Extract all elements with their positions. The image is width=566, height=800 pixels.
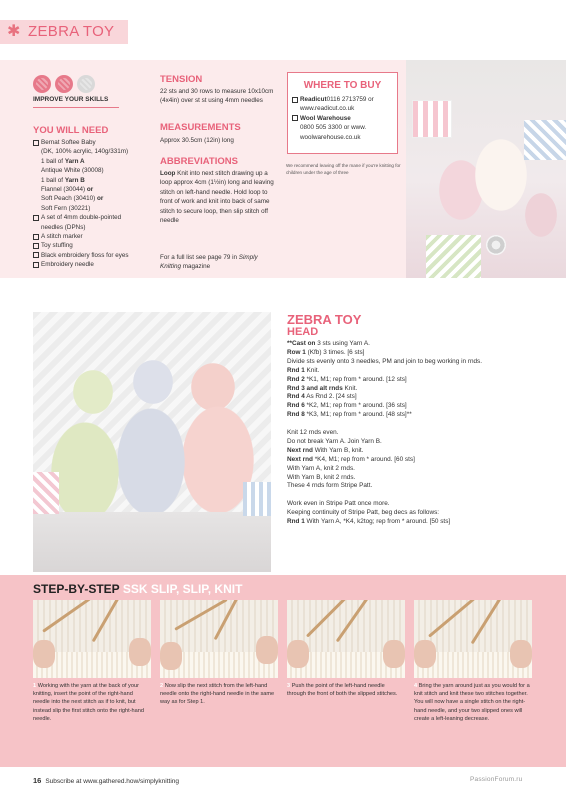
list-item xyxy=(33,157,151,166)
list-item-text: Embroidery needle xyxy=(41,261,94,269)
list-item-bold: or xyxy=(86,186,94,194)
checkbox-icon xyxy=(33,234,39,240)
list-item-text: A stitch marker xyxy=(41,233,83,241)
skill-yarn-ball-icon xyxy=(55,75,73,93)
star-icon: ✱ xyxy=(7,23,21,40)
list-item xyxy=(33,185,151,194)
step-text: Bring the yarn around just as you would for a knit stitch and knit these two stitches together. You will now have a single stitch on the right-hand needle, and your two slipped ones will create a left-leaning decrease. xyxy=(414,683,530,722)
pattern-text: With Yarn B, knit. xyxy=(312,446,364,454)
checkbox-icon xyxy=(33,252,39,258)
pattern-term: **Cast on xyxy=(287,340,316,347)
gift-box xyxy=(243,482,271,516)
spacer xyxy=(287,491,557,500)
step-photo-2 xyxy=(160,600,278,678)
gift-box xyxy=(524,120,566,160)
pattern-term: Rnd 1 xyxy=(287,518,305,526)
pattern-term: Next rnd xyxy=(287,446,313,454)
pattern-text: *K1, M1; rep from * around. [12 sts] xyxy=(304,375,407,383)
step-number: 1 xyxy=(33,683,37,689)
step-text: Now slip the next stitch from the left-hand needle onto the right-hand needle in the same way as for Step 1. xyxy=(160,683,275,706)
pattern-line xyxy=(287,447,557,456)
gift-box xyxy=(33,472,59,514)
list-item-text: Toy stuffing xyxy=(41,242,73,250)
list-item-bold: or xyxy=(97,195,104,203)
pattern-line xyxy=(287,456,557,465)
pattern-line xyxy=(287,402,557,411)
footer xyxy=(33,776,179,785)
list-item xyxy=(33,194,151,203)
list-item xyxy=(33,138,151,147)
subscribe-link[interactable]: Subscribe at www.gathered.how/simplyknitting xyxy=(45,778,180,785)
stockist-list xyxy=(292,95,396,142)
where-to-buy-title: WHERE TO BUY xyxy=(303,80,382,91)
you-will-need-title: YOU WILL NEED xyxy=(33,125,109,136)
pattern-line xyxy=(287,474,557,483)
abbr-term: Loop xyxy=(160,170,176,177)
pattern-text: As Rnd 2. [24 sts] xyxy=(304,393,357,401)
full-list-post: magazine xyxy=(181,263,211,271)
page-number: 16 xyxy=(33,776,42,785)
list-item-text: (DK, 100% acrylic, 140g/331m) xyxy=(41,148,129,156)
list-item-bold: Yarn B xyxy=(64,176,85,184)
pattern-text: 3 sts using Yarn A. xyxy=(315,340,370,347)
abbreviations-text xyxy=(160,169,280,225)
pattern-line xyxy=(287,482,557,491)
checkbox-icon xyxy=(33,140,39,146)
step-caption-1 xyxy=(33,682,151,723)
gift-box xyxy=(412,100,452,138)
pattern-text: Work even in Stripe Patt once more. xyxy=(287,500,390,508)
step-caption-2 xyxy=(160,682,278,707)
pattern-title: ZEBRA TOY xyxy=(287,312,362,327)
list-item-text: needles (DPNs) xyxy=(41,223,86,231)
list-item xyxy=(33,241,151,250)
pattern-text: Divide sts evenly onto 3 needles, PM and join to beg working in rnds. xyxy=(287,357,483,365)
skill-level-indicator xyxy=(33,75,123,93)
pattern-line xyxy=(287,340,557,349)
checkbox-icon xyxy=(33,262,39,268)
pattern-text: *K4, M1; rep from * around. [60 sts] xyxy=(312,455,415,463)
sbs-subtitle: SSK SLIP, SLIP, KNIT xyxy=(122,582,243,596)
step-by-step-title xyxy=(33,582,242,596)
pattern-line xyxy=(287,411,557,420)
safety-note: We recommend leaving off the mane if you're knitting for children under the age of three xyxy=(286,163,401,175)
checkbox-icon xyxy=(292,97,298,103)
pattern-text: Knit. xyxy=(342,384,358,392)
step-photo-4 xyxy=(414,600,532,678)
magazine-name: Simply Knitting xyxy=(160,254,258,271)
gift-bow xyxy=(486,235,506,255)
list-item-text: Bernat Softee Baby xyxy=(41,139,96,146)
list-item xyxy=(33,204,151,213)
pattern-text: Knit. xyxy=(304,366,320,374)
pattern-term: Rnd 8 xyxy=(287,411,305,419)
tension-title: TENSION xyxy=(160,74,203,85)
list-item-text: Soft Peach (30410) or xyxy=(41,195,104,203)
skill-label: IMPROVE YOUR SKILLS xyxy=(33,96,109,103)
pattern-term: Rnd 4 xyxy=(287,393,305,401)
step-photo-3 xyxy=(287,600,405,678)
skill-yarn-ball-icon xyxy=(77,75,95,93)
pattern-line xyxy=(287,358,557,367)
stockist-line: www.readicut.co.uk xyxy=(300,105,355,113)
checkbox-icon xyxy=(292,115,298,121)
step-number: 4 xyxy=(414,683,418,689)
step-text: Push the point of the left-hand needle through the front of both the slipped stitches. xyxy=(287,683,398,698)
pattern-text: With Yarn B, knit 2 rnds. xyxy=(287,473,356,481)
checkbox-icon xyxy=(33,215,39,221)
divider xyxy=(33,107,119,108)
pattern-subtitle: HEAD xyxy=(287,326,319,338)
stockist-name xyxy=(300,95,327,104)
full-list-note xyxy=(160,253,280,272)
pattern-line xyxy=(287,367,557,376)
materials-list xyxy=(33,138,151,270)
list-item xyxy=(33,232,151,241)
stockist-name-bold: Readicut xyxy=(300,96,327,103)
stockist-row xyxy=(292,95,396,104)
checkbox-icon xyxy=(33,243,39,249)
list-item xyxy=(33,147,151,156)
tension-text: 22 sts and 30 rows to measure 10x10cm (4x4in) over st st using 4mm needles xyxy=(160,88,274,105)
list-item-text: 1 ball of Yarn B xyxy=(41,176,85,184)
pattern-text: *K3, M1; rep from * around. [48 sts]** xyxy=(304,411,412,419)
step-number: 2 xyxy=(160,683,164,689)
abbr-definition: Knit into next stitch drawing up a loop approx 4cm (1½in) long and leaving stitch on left-hand needle. Hold loop to front of work and knit into back of same stitch to secure loop, then slip stitch off needle xyxy=(160,170,274,225)
step-text: Working with the yarn at the back of your knitting, insert the point of the right-hand needle into the next stitch as if to knit, but instead slip the first stitch onto the right-hand needle. xyxy=(33,683,145,722)
step-caption-4 xyxy=(414,682,532,723)
list-item-text: A set of 4mm double-pointed xyxy=(41,214,122,222)
pattern-line xyxy=(287,385,557,394)
pattern-line xyxy=(287,349,557,358)
list-item xyxy=(33,176,151,185)
pattern-text: Do not break Yarn A. Join Yarn B. xyxy=(287,437,382,445)
pattern-term: Rnd 2 xyxy=(287,375,305,383)
sbs-title: STEP-BY-STEP xyxy=(33,582,120,596)
stockist-line: 0800 505 3300 or www. xyxy=(300,124,367,132)
page-title: ZEBRA TOY xyxy=(28,23,115,40)
stockist-line: woolwarehouse.co.uk xyxy=(300,133,361,141)
pattern-line xyxy=(287,509,557,518)
toy-photo-gifts xyxy=(406,60,566,278)
list-item-text: Soft Fern (30221) xyxy=(41,204,91,212)
list-item-text: Flannel (30044) or xyxy=(41,186,94,194)
pattern-line xyxy=(287,429,557,438)
measurements-title: MEASUREMENTS xyxy=(160,122,241,133)
list-item-bold: Yarn A xyxy=(64,157,85,165)
list-item xyxy=(33,251,151,260)
pattern-text: *K2, M1; rep from * around. [36 sts] xyxy=(304,402,407,410)
list-item xyxy=(33,223,151,232)
pattern-text: Knit 12 rnds even. xyxy=(287,429,339,437)
gift-box xyxy=(426,235,481,278)
pattern-line xyxy=(287,393,557,402)
pattern-text: Keeping continuity of Stripe Patt, beg decs as follows: xyxy=(287,509,440,517)
abbreviations-title: ABBREVIATIONS xyxy=(160,156,238,167)
step-photo-1 xyxy=(33,600,151,678)
list-item-text: 1 ball of Yarn A xyxy=(41,157,85,165)
pattern-term: Rnd 3 and alt rnds xyxy=(287,384,343,392)
pattern-line xyxy=(287,500,557,509)
pattern-instructions xyxy=(287,340,557,527)
pattern-line xyxy=(287,376,557,385)
full-list-pre: For a full list see page 79 in xyxy=(160,254,239,261)
list-item-text: Black embroidery floss for eyes xyxy=(41,251,129,259)
step-number: 3 xyxy=(287,683,291,689)
measurements-text: Approx 30.5cm (12in) long xyxy=(160,137,234,144)
stockist-row xyxy=(292,114,396,123)
pattern-term: Rnd 6 xyxy=(287,402,305,410)
stockist-name-bold: Wool Warehouse xyxy=(300,114,351,122)
pattern-text: These 4 rnds form Stripe Patt. xyxy=(287,482,373,490)
pattern-line xyxy=(287,518,557,527)
pattern-line xyxy=(287,438,557,447)
pattern-term: Row 1 xyxy=(287,348,306,356)
pattern-text: (Kfb) 3 times. [6 sts] xyxy=(305,348,365,356)
pattern-text: With Yarn A, knit 2 rnds. xyxy=(287,464,355,472)
list-item xyxy=(33,213,151,222)
pattern-line xyxy=(287,465,557,474)
list-item-text: Antique White (30008) xyxy=(41,167,104,175)
stockist-line: 0116 2713759 or xyxy=(326,96,374,103)
step-caption-3 xyxy=(287,682,405,698)
list-item xyxy=(33,260,151,269)
pattern-text: With Yarn A, *K4, k2tog; rep from * around. [50 sts] xyxy=(304,518,451,526)
spacer xyxy=(287,420,557,429)
photo-floor xyxy=(33,512,271,572)
skill-yarn-ball-icon xyxy=(33,75,51,93)
stockist-name xyxy=(300,114,351,123)
list-item xyxy=(33,166,151,175)
watermark: PassionForum.ru xyxy=(470,776,523,783)
pattern-term: Next rnd xyxy=(287,455,313,463)
pattern-term: Rnd 1 xyxy=(287,366,305,374)
toy-photo-three-zebras xyxy=(33,312,271,572)
